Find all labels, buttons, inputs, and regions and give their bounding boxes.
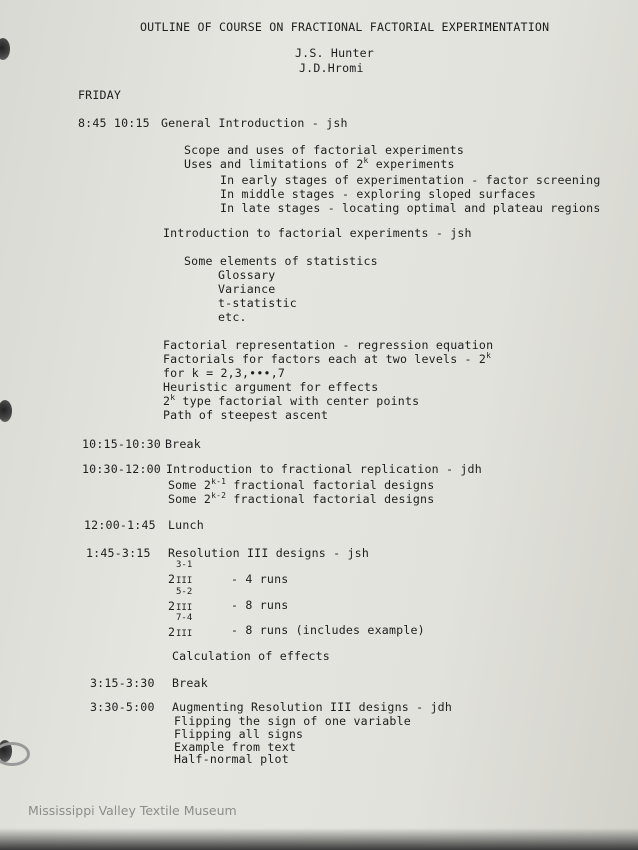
topic-line: Heuristic argument for effects [163,380,379,394]
topic-line: Flipping the sign of one variable [174,714,411,728]
topic-line: Calculation of effects [172,649,330,663]
superscript: k [363,156,369,165]
session-time: 10:30-12:00 [82,462,161,476]
topic-text: fractional factorial designs [226,492,435,506]
topic-text: Factorials for factors each at two levels - 2 [163,352,487,366]
session-heading: Break [165,437,201,451]
topic-text: fractional factorial designs [226,478,435,492]
author-1: J.S. Hunter [295,46,374,60]
topic-heading: Introduction to factorial experiments - jsh [163,226,472,240]
topic-text: experiments [368,157,455,171]
element-item: Variance [218,282,276,296]
session-time: 12:00-1:45 [84,518,156,532]
session-heading: Resolution III designs - jsh [168,546,370,560]
topic-text: type factorial with center points [175,394,420,408]
topic-line [168,492,434,508]
design-base: 2 [168,599,176,613]
topic-line: Example from text [174,740,297,754]
superscript: k [486,351,492,360]
design-base: 2 [168,572,176,586]
topic-line: Path of steepest ascent [163,408,329,422]
session-heading: Break [172,676,208,690]
topic-line: Factorial representation - regression equation [163,338,494,352]
design-subscript: III [176,603,193,613]
topic-text: 2 [163,394,171,408]
topic-text: Uses and limitations of 2 [184,157,364,171]
subtopic-line: In early stages of experimentation - factor screening [220,173,601,187]
topic-text: Some 2 [168,492,212,506]
design-subscript: III [176,576,193,586]
subtopic-line: In middle stages - exploring sloped surfaces [220,187,536,201]
binder-hole-middle [0,400,12,422]
design-superscript: 3-1 [176,560,193,570]
topic-line: Flipping all signs [174,727,304,741]
session-heading: Lunch [168,518,204,532]
design-superscript: 5-2 [176,587,193,597]
page-edge-shadow [0,828,638,850]
session-heading: Introduction to fractional replication - jdh [166,462,482,476]
design-base: 2 [168,625,176,639]
superscript: k-1 [211,477,227,486]
design-notation [168,613,228,641]
design-notation [168,587,228,615]
design-notation [168,560,228,588]
session-time: 8:45 10:15 [78,116,150,130]
session-time: 10:15-10:30 [82,437,161,451]
element-item: t-statistic [218,296,297,310]
superscript: k [170,393,176,402]
session-heading: Augmenting Resolution III designs - jdh [172,700,453,714]
binder-hole-top [0,38,10,60]
topic-line: Scope and uses of factorial experiments [184,143,465,157]
design-superscript: 7-4 [176,613,193,623]
page-title: OUTLINE OF COURSE ON FRACTIONAL FACTORIAL EXPERIMENTATION [140,20,550,34]
museum-watermark: Mississippi Valley Textile Museum [28,803,237,818]
design-runs: - 4 runs [231,572,289,586]
design-runs: - 8 runs (includes example) [231,623,425,637]
topic-line [184,157,455,173]
author-2: J.D.Hromi [299,61,364,75]
topic-text: Some 2 [168,478,212,492]
design-runs: - 8 runs [231,598,289,612]
day-heading: FRIDAY [78,88,122,102]
session-time: 3:30-5:00 [90,700,155,714]
superscript: k-2 [211,491,227,500]
design-subscript: III [176,629,193,639]
topic-line: Half-normal plot [174,752,289,766]
topic-line: for k = 2,3,•••,7 [163,366,286,380]
subtopic-line: In late stages - locating optimal and plateau regions [220,201,601,215]
element-item: etc. [218,310,247,324]
element-item: Glossary [218,268,276,282]
session-time: 3:15-3:30 [90,676,155,690]
topic-line: Some elements of statistics [184,254,378,268]
session-time: 1:45-3:15 [86,546,151,560]
session-heading: General Introduction - jsh [161,116,348,130]
binder-ring [0,742,30,766]
